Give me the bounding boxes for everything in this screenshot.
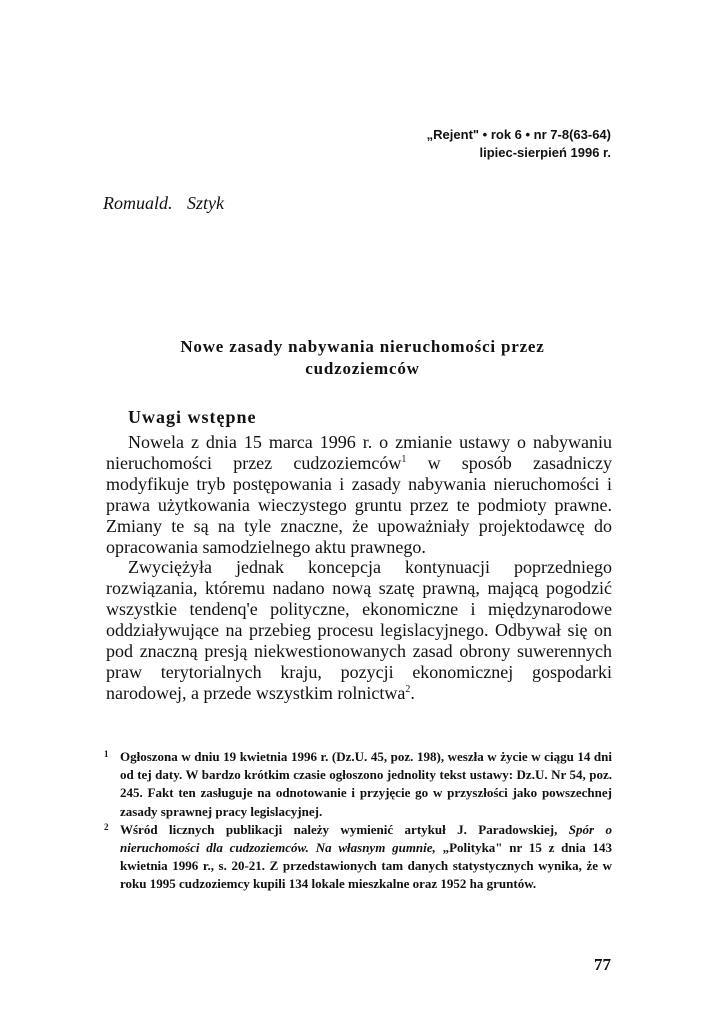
author-name: Romuald. Sztyk (103, 193, 224, 213)
footnote-1-number: 1 (104, 749, 109, 759)
footnote-1 (106, 748, 612, 821)
footnote-ref-2: 2 (405, 683, 411, 695)
footnote-2-italic-title: Spór o nieruchomości dla cudzoziemców. Na własnym gumnie, (120, 821, 612, 856)
footnote-2-number: 2 (104, 821, 109, 832)
paragraph-1-text-cont: w sposób zasadniczy modyfikuje tryb postępowania i zasady nabywania nieruchomości i prawa użytkowania wieczystego gruntu przez te podmioty prawne. Zmiany te są na tyle znaczne, że upoważniały projektodawcę do opracowania samodzielnego aktu prawnego. (106, 452, 612, 557)
footnote-1-text: Ogłoszona w dniu 19 kwietnia 1996 r. (Dz.U. 45, poz. 198), weszła w życie w ciągu 14 dni od tej daty. W bardzo krótkim czasie ogłoszono jednolity tekst ustawy: Dz.U. Nr 54, poz. 245. Fakt ten zasługuje na odnotowanie i przyjęcie go w przyszłości jako powszechnej zasady sprawnej pracy legislacyjnej. (120, 749, 612, 819)
journal-date: lipiec-sierpień 1996 r. (479, 145, 611, 160)
article-title-line-2: cudzoziemców (305, 359, 420, 378)
paragraph-2-text: Zwyciężyła jednak koncepcja kontynuacji poprzedniego rozwiązania, któremu nadano nową szatę prawną, mającą pogodzić wszystkie tendenq'e polityczne, ekonomiczne i międzynarodowe oddziaływujące na przebieg procesu legislacyjnego. Odbywał się on pod znaczną presją niekwestionowanych zasad obrony suwerennych praw terytorialnych kraju, pozycji ekonomicznej gospodarki narodowej, a przede wszystkim rolnictwa (106, 557, 612, 703)
journal-header (427, 126, 611, 162)
footnote-ref-1: 1 (401, 453, 407, 465)
page-number: 77 (594, 955, 611, 974)
footnote-2-text-cont: „Polityka" nr 15 z dnia 143 kwietnia 1996 r., s. 20-21. Z przedstawionych tam danych statystycznych wynika, że w roku 1995 cudzoziemcy kupili 134 lokale mieszkalne oraz 1952 ha gruntów. (120, 840, 612, 892)
footnote-2-text: Wśród licznych publikacji należy wymienić artykuł J. Paradowskiej, (120, 821, 569, 837)
article-body (106, 432, 612, 704)
section-heading: Uwagi wstępne (128, 407, 257, 427)
footnote-2 (106, 821, 612, 894)
paragraph-1-text: Nowela z dnia 15 marca 1996 r. o zmianie ustawy o nabywaniu nieruchomości przez cudzoziemców (106, 432, 612, 473)
paragraph-2-text-cont: . (410, 682, 415, 703)
paragraph-2 (106, 557, 612, 703)
article-title (110, 336, 615, 380)
journal-issue: „Rejent" • rok 6 • nr 7-8(63-64) (426, 127, 611, 142)
paragraph-1 (106, 432, 612, 557)
footnotes (106, 748, 612, 894)
article-title-line-1: Nowe zasady nabywania nieruchomości przez (180, 337, 545, 356)
